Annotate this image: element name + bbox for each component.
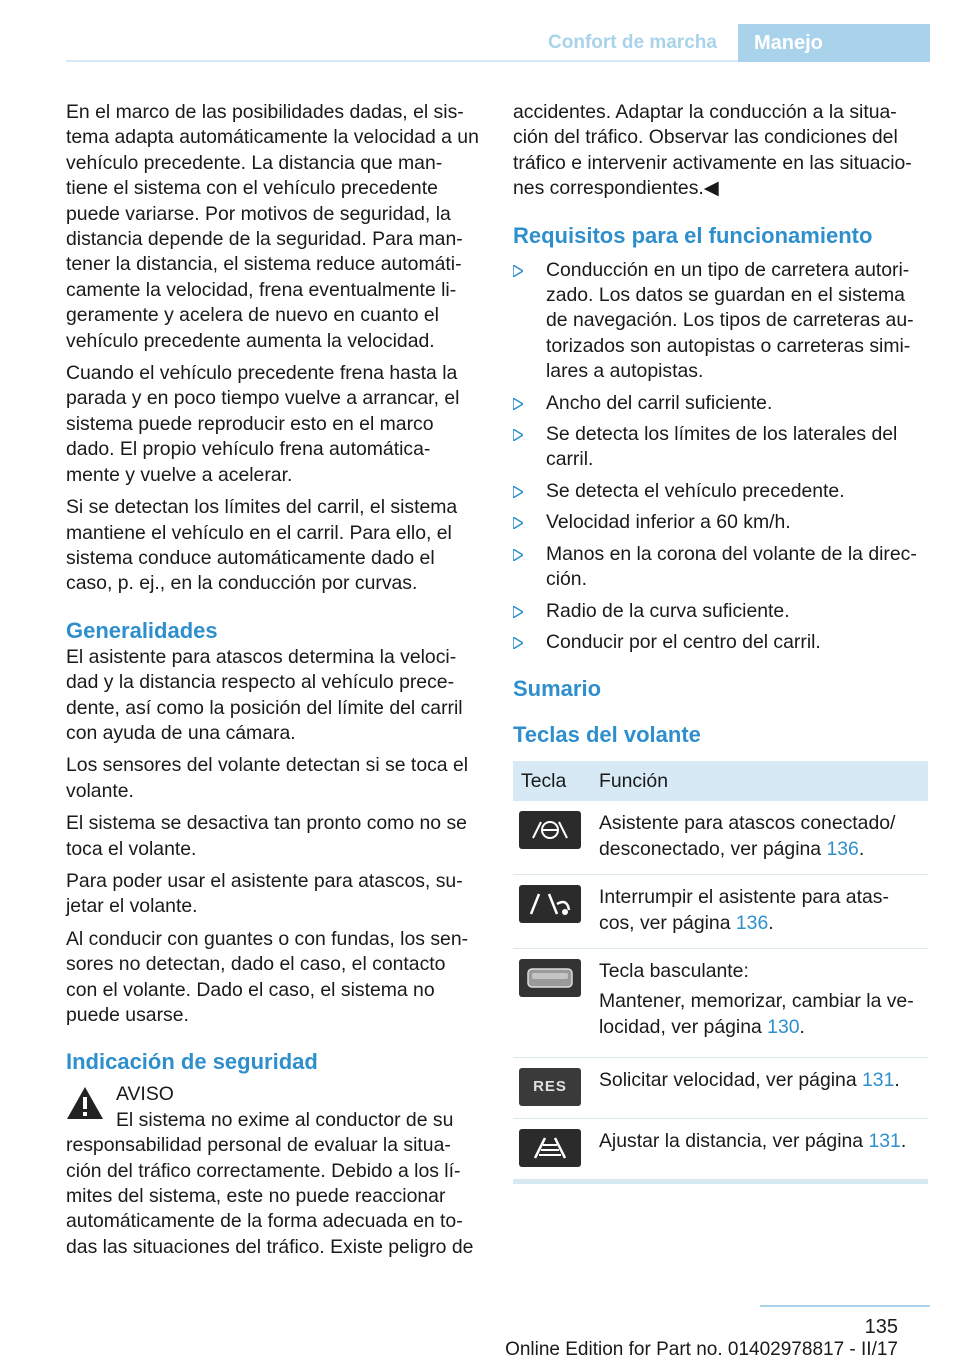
page-link[interactable]: 131 — [868, 1130, 901, 1153]
left-column — [66, 100, 480, 1260]
footer-rule — [760, 1305, 930, 1307]
table-row — [513, 948, 928, 1057]
paragraph: accidentes. Adaptar la conducción a la situa‐ ción del tráfico. Observar las condiciones del tráfico e intervenir activamente en las situacio‐ nes correspondientes.◀ — [513, 101, 912, 200]
row-text: Mantener, memorizar, cambiar la ve‐ locidad, ver página — [599, 990, 914, 1038]
requirement-item — [513, 479, 928, 504]
requirement-item — [513, 422, 928, 473]
res-label: RES — [533, 1078, 567, 1096]
heading-indicacion-seguridad: Indicación de seguridad — [66, 1049, 318, 1075]
header-chapter-tab: Manejo — [738, 24, 930, 62]
page-link[interactable]: 131 — [862, 1069, 895, 1092]
right-column — [513, 100, 928, 1184]
row-text: Ajustar la distancia, ver página — [599, 1130, 869, 1153]
warning-block — [66, 1082, 480, 1260]
table-header-function: Función — [591, 761, 928, 801]
heading-sumario: Sumario — [513, 676, 602, 702]
page-link[interactable]: 136 — [826, 837, 859, 860]
page-link[interactable]: 130 — [767, 1015, 800, 1038]
bullet-triangle-icon — [513, 517, 523, 529]
keys-table — [513, 761, 928, 1180]
heading-generalidades: Generalidades — [66, 617, 218, 643]
warning-text: responsabilidad personal de evaluar la situa‐ ción del tráfico correctamente. Debido a los lí‐ mites del sistema, este no puede reaccionar automáticamente de la forma adecuada en to‐ das las situaciones del tráfico. Existe peligro de — [66, 1134, 474, 1258]
rocker-switch-icon — [519, 959, 581, 997]
paragraph: En el marco de las posibilidades dadas, el sis‐ tema adapta automáticamente la velocidad a un vehículo precedente. La distancia que man‐ tiene el sistema con el vehículo precedente puede variarse. Por motivos de seguridad, la distancia depende de la seguridad. Para man‐ tener la distancia, el sistema reduce automáti‐ camente la velocidad, frena eventualmente li‐ geramente y acelera de nuevo en cuanto el vehículo precedente aumenta la velocidad. — [66, 101, 479, 352]
header-section: Confort de marcha — [548, 32, 717, 53]
page-number: 135 — [864, 1316, 898, 1338]
row-text: Asistente para atascos conectado/ desconectado, ver página — [599, 812, 896, 860]
bullet-triangle-icon — [513, 398, 523, 410]
interrupt-assist-icon — [519, 885, 581, 923]
paragraph: El sistema se desactiva tan pronto como no se toca el volante. — [66, 812, 467, 860]
warning-text-first-line: El sistema no exime al conductor de su — [116, 1108, 454, 1131]
requirement-text: Ancho del carril suficiente. — [546, 391, 773, 414]
paragraph: Cuando el vehículo precedente frena hasta la parada y en poco tiempo vuelve a arrancar, el sistema puede reproducir esto en el marco dado. El propio vehículo frena automática‐ mente y vuelve a acelerar. — [66, 362, 460, 486]
table-row — [513, 1058, 928, 1119]
table-bottom-rule — [513, 1180, 928, 1184]
row-tail: . — [768, 911, 774, 934]
requirement-item — [513, 258, 928, 385]
table-row — [513, 1119, 928, 1180]
paragraph: El asistente para atascos determina la veloci‐ dad y la distancia respecto al vehículo prece‐ dente, así como la posición del límite del carril con ayuda de una cámara. — [66, 645, 463, 744]
row-tail: . — [858, 837, 865, 860]
row-label: Tecla basculante: — [599, 959, 749, 982]
bullet-triangle-icon — [513, 637, 523, 649]
table-header-key: Tecla — [513, 761, 591, 801]
requirement-item — [513, 542, 928, 593]
edition-note: Online Edition for Part no. 01402978817 - II/17 — [505, 1339, 898, 1360]
page-link[interactable]: 136 — [735, 911, 769, 934]
warning-label: AVISO — [116, 1083, 174, 1106]
warning-triangle-icon — [66, 1086, 104, 1120]
requirement-text: Manos en la corona del volante de la direc‐ ción. — [546, 542, 917, 591]
paragraph: Los sensores del volante detectan si se toca el volante. — [66, 754, 469, 802]
bullet-triangle-icon — [513, 486, 523, 498]
table-header-row — [513, 761, 928, 801]
distance-button-icon — [519, 1129, 581, 1167]
paragraph: Si se detectan los límites del carril, el sistema mantiene el vehículo en el carril. Para ello, el sistema conduce automáticamente dado el caso, p. ej., en la conducción por curvas. — [66, 496, 458, 595]
requirement-text: Se detecta el vehículo precedente. — [546, 479, 845, 502]
bullet-triangle-icon — [513, 549, 523, 561]
bullet-triangle-icon — [513, 429, 523, 441]
requirement-item — [513, 391, 928, 416]
requirements-list — [513, 258, 928, 656]
row-tail: . — [799, 1015, 805, 1038]
requirement-text: Velocidad inferior a 60 km/h. — [546, 511, 791, 534]
requirement-item — [513, 599, 928, 624]
row-tail: . — [900, 1130, 907, 1153]
steering-assist-icon — [519, 811, 581, 849]
heading-teclas-volante: Teclas del volante — [513, 722, 701, 748]
table-row — [513, 801, 928, 874]
bullet-triangle-icon — [513, 265, 523, 277]
paragraph: Al conducir con guantes o con fundas, los sen‐ sores no detectan, dado el caso, el contacto con el volante. Dado el caso, el sistema no puede usarse. — [66, 927, 469, 1026]
table-row — [513, 875, 928, 949]
res-button-icon — [519, 1068, 581, 1106]
paragraph: Para poder usar el asistente para atascos, su‐ jetar el volante. — [66, 869, 463, 918]
requirement-text: Conducir por el centro del carril. — [546, 630, 821, 653]
requirement-item — [513, 510, 928, 535]
row-text: Solicitar velocidad, ver página — [599, 1069, 862, 1092]
requirement-text: Se detecta los límites de los laterales del carril. — [546, 423, 898, 471]
heading-requisitos: Requisitos para el funcionamiento — [513, 222, 873, 248]
requirement-text: Radio de la curva suficiente. — [546, 599, 790, 622]
bullet-triangle-icon — [513, 606, 523, 618]
requirement-item — [513, 630, 928, 655]
row-text: Interrumpir el asistente para atas‐ cos, ver página — [599, 886, 889, 934]
requirement-text: Conducción en un tipo de carretera autori‐ zado. Los datos se guardan en el sistema de navegación. Los tipos de carreteras au‐ torizados son autopistas o carreteras simi‐ lares a autopistas. — [546, 258, 914, 383]
row-tail: . — [894, 1069, 900, 1092]
